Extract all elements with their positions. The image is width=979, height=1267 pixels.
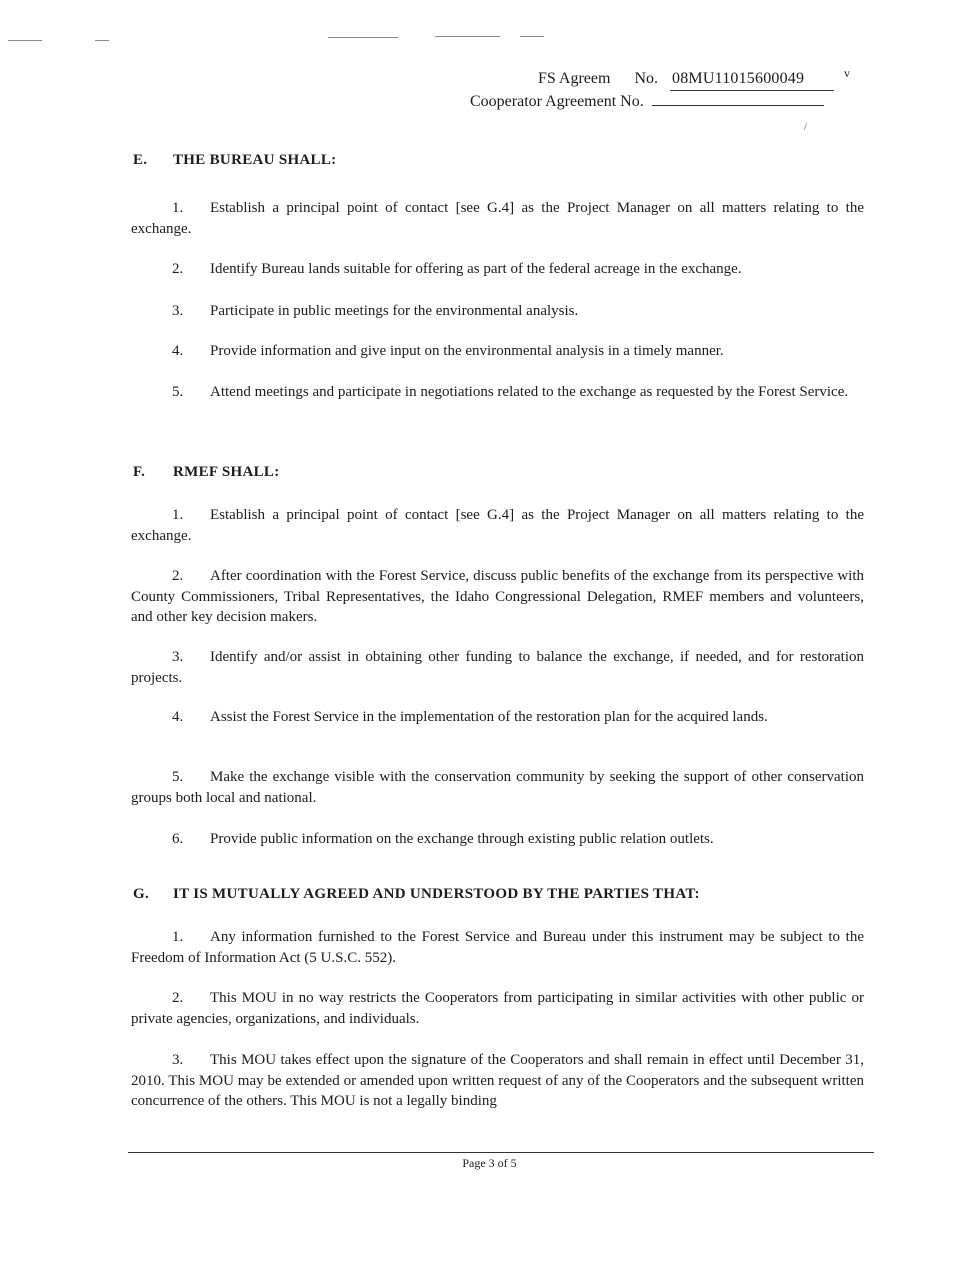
item-number: 4.: [172, 709, 184, 725]
item-text: Provide public information on the exchange through existing public relation outlets.: [210, 831, 714, 847]
scan-artifact: [435, 36, 500, 37]
fs-agreement-row: [470, 68, 890, 91]
item-number: 3.: [172, 303, 184, 319]
item-number: 6.: [172, 831, 184, 847]
item-text: Make the exchange visible with the conservation community by seeking the support of other conservation groups both local and national.: [131, 769, 864, 806]
item-number: 1.: [172, 507, 184, 523]
item-text: Identify Bureau lands suitable for offering as part of the federal acreage in the exchange.: [210, 261, 742, 277]
item-number: 5.: [172, 769, 184, 785]
item-number: 5.: [172, 384, 184, 400]
section-f-item: [131, 767, 864, 808]
item-number: 4.: [172, 343, 184, 359]
agreement-header: [470, 68, 890, 113]
section-f-item: [131, 505, 864, 546]
section-f-letter: F.: [133, 464, 146, 480]
item-text: Participate in public meetings for the environmental analysis.: [210, 303, 579, 319]
section-f-title: RMEF SHALL:: [173, 464, 280, 480]
scan-artifact: /: [804, 122, 807, 133]
item-text: Provide information and give input on the environmental analysis in a timely manner.: [210, 343, 724, 359]
item-number: 2.: [172, 261, 184, 277]
item-text: This MOU takes effect upon the signature of the Cooperators and shall remain in effect until December 31, 2010. This MOU may be extended or amended upon written request of any of the Cooperators and the subsequent written concurrence of the others. This MOU is not a legally binding: [131, 1052, 864, 1109]
item-number: 2.: [172, 990, 184, 1006]
page-number: Page 3 of 5: [462, 1156, 517, 1170]
section-e-item: [131, 301, 864, 322]
scan-artifact: [8, 40, 42, 41]
cooperator-agreement-row: [470, 91, 890, 113]
section-f-heading: [133, 464, 280, 481]
item-text: Identify and/or assist in obtaining other funding to balance the exchange, if needed, and for restoration projects.: [131, 649, 864, 686]
section-e-item: [131, 382, 864, 403]
item-text: Attend meetings and participate in negotiations related to the exchange as requested by the Forest Service.: [210, 384, 849, 400]
section-f-item: [131, 829, 864, 850]
item-text: After coordination with the Forest Service, discuss public benefits of the exchange from its perspective with County Commissioners, Tribal Representatives, the Idaho Congressional Delegation, RMEF members and volunteers, and other key decision makers.: [131, 568, 864, 625]
scan-artifact: [520, 36, 544, 37]
item-number: 1.: [172, 200, 184, 216]
section-g-item: [131, 927, 864, 968]
item-text: Establish a principal point of contact [see G.4] as the Project Manager on all matters relating to the exchange.: [131, 507, 864, 544]
item-number: 3.: [172, 649, 184, 665]
section-e-item: [131, 198, 864, 239]
item-text: Establish a principal point of contact [see G.4] as the Project Manager on all matters relating to the exchange.: [131, 200, 864, 237]
scan-artifact: [328, 37, 398, 38]
item-text: Any information furnished to the Forest Service and Bureau under this instrument may be subject to the Freedom of Information Act (5 U.S.C. 552).: [131, 929, 864, 966]
section-f-item: [131, 707, 864, 728]
section-f-item: [131, 647, 864, 688]
section-e-item: [131, 341, 864, 362]
fs-agreement-number: 08MU11015600049: [670, 68, 834, 91]
fs-agreement-no-label: No.: [634, 70, 659, 87]
footer-divider: [128, 1152, 874, 1153]
item-text: This MOU in no way restricts the Cooperators from participating in similar activities with other public or private agencies, organizations, and individuals.: [131, 990, 864, 1027]
section-e-item: [131, 259, 864, 280]
section-f-item: [131, 566, 864, 628]
section-g-heading: [133, 886, 700, 903]
item-text: Assist the Forest Service in the implementation of the restoration plan for the acquired lands.: [210, 709, 768, 725]
cooperator-agreement-blank: [652, 91, 824, 106]
section-e-title: THE BUREAU SHALL:: [173, 152, 337, 168]
section-e-heading: [133, 152, 336, 169]
scan-artifact: [95, 40, 109, 41]
section-e-letter: E.: [133, 152, 148, 168]
item-number: 2.: [172, 568, 184, 584]
cooperator-agreement-label: Cooperator Agreement No.: [470, 93, 644, 110]
section-g-item: [131, 1050, 864, 1112]
item-number: 3.: [172, 1052, 184, 1068]
handwritten-tick-mark: v: [844, 66, 851, 80]
fs-agreement-label: FS Agreem: [538, 70, 611, 87]
item-number: 1.: [172, 929, 184, 945]
section-g-title: IT IS MUTUALLY AGREED AND UNDERSTOOD BY THE PARTIES THAT:: [173, 886, 700, 902]
section-g-letter: G.: [133, 886, 150, 902]
section-g-item: [131, 988, 864, 1029]
